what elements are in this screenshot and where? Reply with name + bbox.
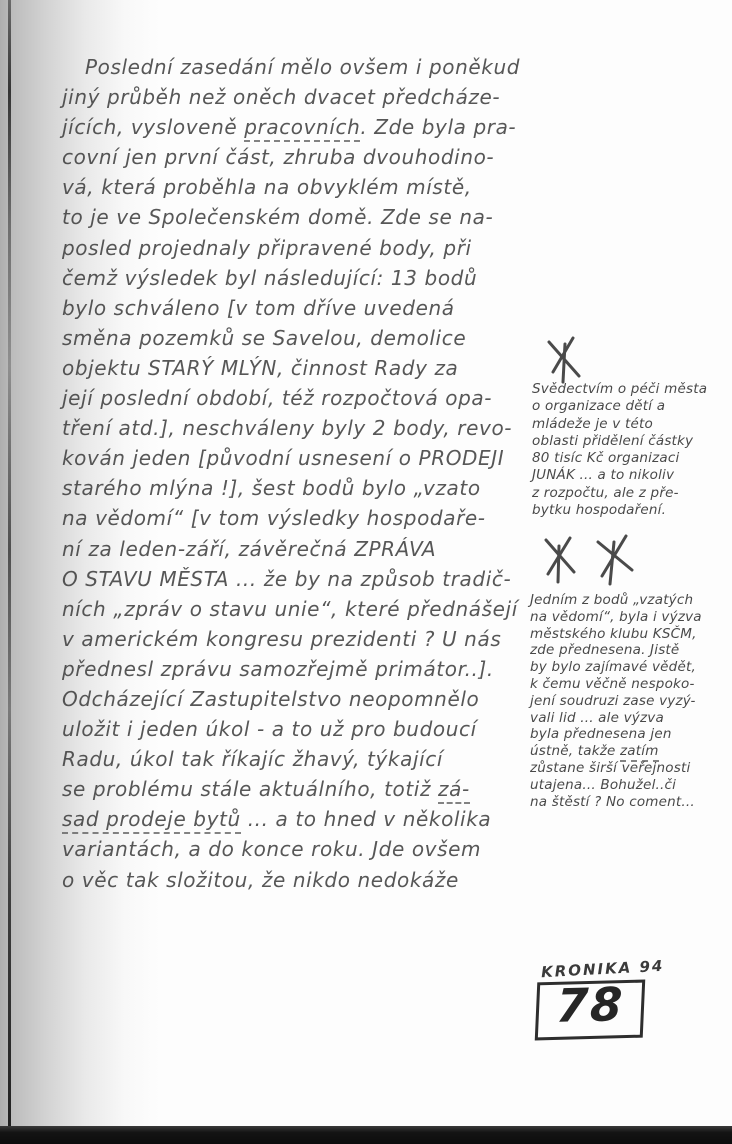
text-line: vali lid ... ale výzva: [530, 709, 664, 726]
text-line: 80 tisíc Kč organizaci: [532, 450, 680, 467]
text-line: variantách, a do konce roku. Jde ovšem: [62, 837, 482, 862]
text-line: mládeže je v této: [532, 415, 653, 432]
text-line: zůstane širší veřejnosti: [530, 759, 691, 776]
text-line: o věc tak složitou, že nikdo nedokáže: [62, 867, 459, 892]
text-line: vá, která proběhla na obvyklém místě,: [62, 175, 472, 200]
text-line: v americkém kongresu prezidenti ? U nás: [62, 626, 502, 651]
text-line: zde přednesena. Jistě: [530, 642, 680, 659]
text-line: tření atd.], neschváleny byly 2 body, revo-: [62, 416, 513, 441]
text-line: bylo schváleno [v tom dříve uvedená: [62, 295, 455, 320]
text-line: sad prodeje bytů ... a to hned v několika: [62, 804, 562, 834]
double-asterisk-mark-icon: [540, 532, 650, 588]
text-line: covní jen první část, zhruba dvouhodino-: [62, 145, 495, 170]
text-line: to je ve Společenském domě. Zde se na-: [62, 205, 494, 230]
text-line: ní za leden-září, závěrečná ZPRÁVA: [62, 536, 437, 561]
text-line: O STAVU MĚSTA ... že by na způsob tradič-: [62, 566, 512, 591]
text-line: bytku hospodaření.: [532, 502, 667, 519]
text-line: na štěstí ? No coment...: [530, 793, 695, 810]
page-number: 78: [555, 977, 626, 1033]
main-text: [62, 52, 562, 895]
text-line: na vědomí“, byla i výzva: [530, 608, 702, 625]
text-line: její poslední období, též rozpočtová opa-: [62, 386, 493, 411]
text-line: Odcházející Zastupitelstvo neopomnělo: [62, 686, 480, 711]
text-line: jících, vysloveně pracovních. Zde byla pra-: [62, 112, 562, 142]
text-line: JUNÁK ... a to nikoliv: [532, 467, 675, 484]
text-line: ústně, takže zatím: [530, 743, 702, 760]
book-spine-line: [8, 0, 11, 1144]
asterisk-mark-icon: [543, 332, 587, 388]
text-line: přednesl zprávu samozřejmě primátor..].: [62, 656, 494, 681]
text-line: jiný průběh než oněch dvacet předcháze-: [62, 85, 501, 110]
text-line: městského klubu KSČM,: [530, 625, 697, 642]
text-line: z rozpočtu, ale z pře-: [532, 484, 679, 501]
text-line: Svědectvím o péči města: [532, 381, 708, 397]
text-line: objektu STARÝ MLÝN, činnost Rady za: [62, 355, 459, 380]
text-line: kován jeden [původní usnesení o PRODEJI: [62, 446, 505, 471]
text-line: Radu, úkol tak říkajíc žhavý, týkající: [62, 747, 444, 772]
text-line: utajena... Bohužel..či: [530, 776, 677, 793]
margin-note-2-text: [530, 592, 702, 810]
text-line: o organizace dětí a: [532, 398, 666, 415]
stamp-title: KRONIKA 94: [540, 956, 665, 982]
text-line: posled projednaly připravené body, při: [62, 235, 472, 260]
page-number-box: [535, 977, 645, 1041]
text-line: směna pozemků se Savelou, demolice: [62, 325, 467, 350]
scan-bottom-edge: [0, 1126, 732, 1144]
text-line: Jedním z bodů „vzatých: [530, 592, 694, 608]
margin-note-1-text: [532, 381, 707, 519]
text-line: by bylo zajímavé vědět,: [530, 659, 696, 676]
text-line: Poslední zasedání mělo ovšem i poněkud: [85, 55, 521, 79]
text-line: byla přednesena jen: [530, 726, 672, 743]
text-line: oblasti přidělení částky: [532, 432, 694, 449]
text-line: k čemu věčně nespoko-: [530, 675, 695, 692]
text-line: čemž výsledek byl následující: 13 bodů: [62, 265, 478, 290]
text-line: ních „zpráv o stavu unie“, které přednášejí: [62, 596, 518, 621]
text-line: uložit i jeden úkol - a to už pro budoucí: [62, 717, 477, 742]
text-line: na vědomí“ [v tom výsledky hospodaře-: [62, 506, 486, 531]
text-line: starého mlýna !], šest bodů bylo „vzato: [62, 476, 481, 501]
text-line: jení soudruzi zase vyzý-: [530, 692, 696, 709]
text-line: se problému stále aktuálního, totiž zá-: [62, 774, 562, 804]
